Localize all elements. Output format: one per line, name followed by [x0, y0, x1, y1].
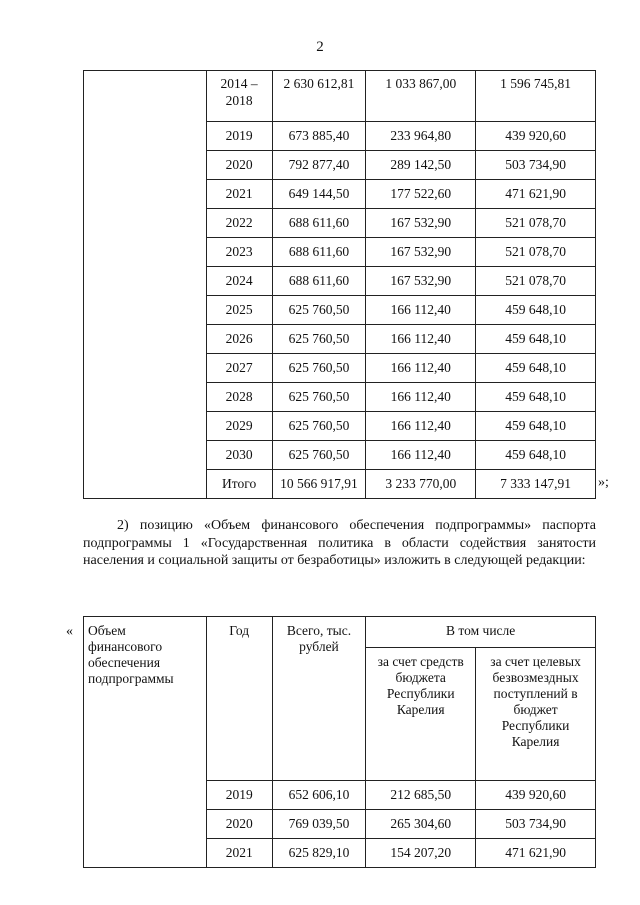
cell-budget: 212 685,50 — [366, 781, 476, 810]
cell-federal: 7 333 147,91 — [476, 470, 596, 499]
cell-federal: 521 078,70 — [476, 209, 596, 238]
cell-regional: 166 112,40 — [366, 296, 476, 325]
cell-total: 625 760,50 — [272, 354, 366, 383]
cell-regional: 166 112,40 — [366, 325, 476, 354]
cell-regional: 167 532,90 — [366, 267, 476, 296]
cell-total: 652 606,10 — [272, 781, 366, 810]
cell-year: 2030 — [206, 441, 272, 470]
cell-total: 688 611,60 — [272, 209, 366, 238]
cell-regional: 166 112,40 — [366, 354, 476, 383]
cell-total: 769 039,50 — [272, 810, 366, 839]
cell-federal: 459 648,10 — [476, 354, 596, 383]
cell-regional: 233 964,80 — [366, 122, 476, 151]
cell-total: 625 760,50 — [272, 296, 366, 325]
cell-total: 673 885,40 — [272, 122, 366, 151]
header-total: Всего, тыс. рублей — [272, 617, 366, 781]
cell-regional: 1 033 867,00 — [366, 71, 476, 122]
cell-federal: 503 734,90 — [476, 151, 596, 180]
cell-federal: 459 648,10 — [476, 325, 596, 354]
cell-year: 2025 — [206, 296, 272, 325]
cell-year: 2029 — [206, 412, 272, 441]
cell-regional: 177 522,60 — [366, 180, 476, 209]
cell-targeted: 439 920,60 — [476, 781, 596, 810]
cell-year: 2021 — [206, 180, 272, 209]
cell-year: 2022 — [206, 209, 272, 238]
cell-year: 2019 — [206, 781, 272, 810]
cell-regional: 3 233 770,00 — [366, 470, 476, 499]
cell-regional: 167 532,90 — [366, 238, 476, 267]
cell-total: 649 144,50 — [272, 180, 366, 209]
cell-total: 688 611,60 — [272, 238, 366, 267]
cell-federal: 459 648,10 — [476, 383, 596, 412]
table-row — [84, 71, 596, 122]
cell-year: 2020 — [206, 810, 272, 839]
cell-federal: 459 648,10 — [476, 296, 596, 325]
cell-regional: 167 532,90 — [366, 209, 476, 238]
page-number: 2 — [316, 39, 324, 55]
cell-regional: 289 142,50 — [366, 151, 476, 180]
cell-year: 2023 — [206, 238, 272, 267]
cell-total: 625 760,50 — [272, 383, 366, 412]
cell-targeted: 503 734,90 — [476, 810, 596, 839]
cell-year: 2019 — [206, 122, 272, 151]
financing-table-continued — [83, 70, 596, 499]
cell-budget: 265 304,60 — [366, 810, 476, 839]
cell-federal: 471 621,90 — [476, 180, 596, 209]
cell-year: 2027 — [206, 354, 272, 383]
cell-total: 792 877,40 — [272, 151, 366, 180]
cell-budget: 154 207,20 — [366, 839, 476, 868]
cell-total: 625 760,50 — [272, 412, 366, 441]
header-budget: за счет средств бюджета Республики Карелия — [366, 648, 476, 781]
cell-year: 2026 — [206, 325, 272, 354]
cell-year: 2028 — [206, 383, 272, 412]
header-targeted: за счет целевых безвозмездных поступлений в бюджет Республики Карелия — [476, 648, 596, 781]
cell-federal: 1 596 745,81 — [476, 71, 596, 122]
cell-year: Итого — [206, 470, 272, 499]
cell-regional: 166 112,40 — [366, 412, 476, 441]
cell-federal: 521 078,70 — [476, 238, 596, 267]
cell-total: 2 630 612,81 — [272, 71, 366, 122]
cell-total: 625 760,50 — [272, 325, 366, 354]
cell-year: 2021 — [206, 839, 272, 868]
amendment-paragraph: 2) позицию «Объем финансового обеспечения подпрограммы» паспорта подпрограммы 1 «Государственная политика в области содействия занятости населения и социальной защиты от безработицы» изложить в следующей редакции: — [83, 518, 596, 568]
cell-year: 2014 – 2018 — [206, 71, 272, 122]
closing-quote: »; — [598, 475, 609, 490]
cell-federal: 459 648,10 — [476, 441, 596, 470]
cell-total: 10 566 917,91 — [272, 470, 366, 499]
cell-regional: 166 112,40 — [366, 383, 476, 412]
empty-label-cell — [84, 71, 207, 499]
cell-federal: 521 078,70 — [476, 267, 596, 296]
cell-regional: 166 112,40 — [366, 441, 476, 470]
cell-total: 688 611,60 — [272, 267, 366, 296]
cell-year: 2024 — [206, 267, 272, 296]
cell-federal: 459 648,10 — [476, 412, 596, 441]
cell-year: 2020 — [206, 151, 272, 180]
header-including: В том числе — [366, 617, 596, 648]
header-year: Год — [206, 617, 272, 781]
opening-quote: « — [66, 624, 73, 639]
row-label-cell: Объем финансового обеспечения подпрограммы — [84, 617, 207, 868]
cell-total: 625 829,10 — [272, 839, 366, 868]
cell-targeted: 471 621,90 — [476, 839, 596, 868]
subprogram-financing-table — [83, 616, 596, 868]
cell-federal: 439 920,60 — [476, 122, 596, 151]
cell-total: 625 760,50 — [272, 441, 366, 470]
